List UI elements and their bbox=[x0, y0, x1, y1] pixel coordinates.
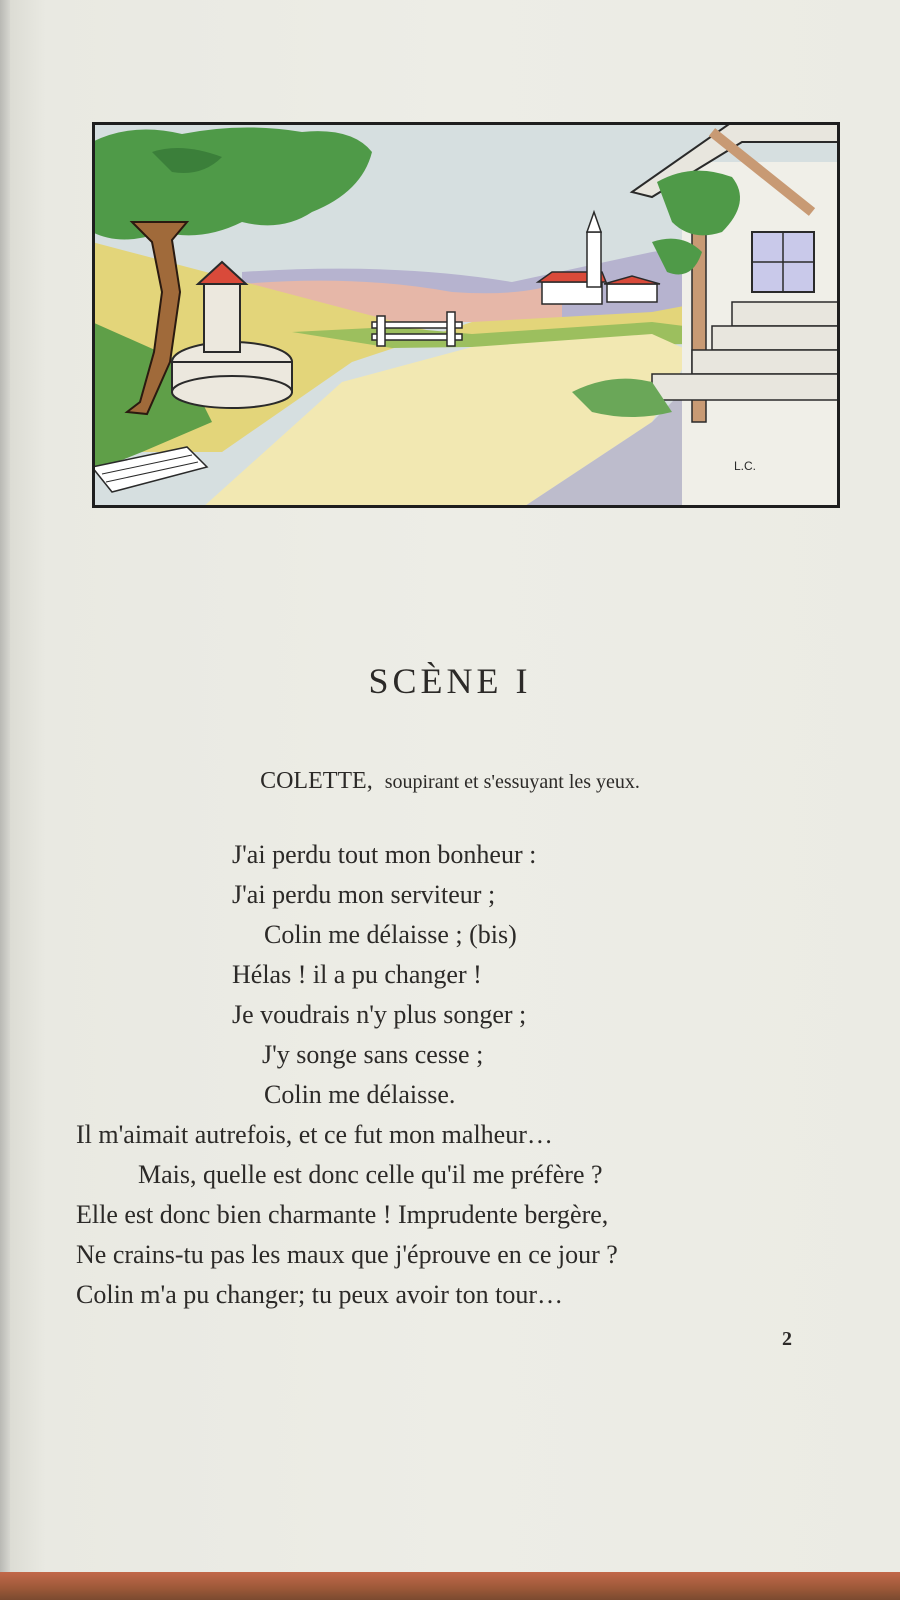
direction-text: soupirant et s'essuyant les yeux. bbox=[384, 771, 640, 793]
verse-line: Je voudrais n'y plus songer ; bbox=[232, 1000, 527, 1029]
verse-line: Colin me délaisse. bbox=[264, 1080, 456, 1109]
verse-line: Elle est donc bien charmante ! Imprudente bergère, bbox=[76, 1200, 609, 1229]
page-number: 2 bbox=[782, 1328, 792, 1350]
village-illustration bbox=[92, 122, 840, 508]
scene-title: SCÈNE I bbox=[368, 661, 532, 701]
verse-line: J'ai perdu tout mon bonheur : bbox=[232, 840, 537, 869]
book-edge bbox=[0, 0, 10, 1600]
verse-line: Colin m'a pu changer; tu peux avoir ton tour… bbox=[76, 1280, 564, 1309]
stage-direction bbox=[0, 768, 900, 795]
verse-line: Ne crains-tu pas les maux que j'éprouve en ce jour ? bbox=[76, 1240, 618, 1269]
verse-line: Hélas ! il a pu changer ! bbox=[232, 960, 482, 989]
verse-line: J'ai perdu mon serviteur ; bbox=[232, 880, 496, 909]
table-surface bbox=[0, 1572, 900, 1600]
verse-line: Il m'aimait autrefois, et ce fut mon malheur… bbox=[76, 1120, 553, 1149]
character-name: COLETTE, bbox=[260, 768, 373, 794]
verse-line: Colin me délaisse ; (bis) bbox=[264, 920, 517, 949]
verse-line: J'y songe sans cesse ; bbox=[262, 1040, 484, 1069]
illustration-signature: L.C. bbox=[734, 459, 757, 473]
verse-line: Mais, quelle est donc celle qu'il me préfère ? bbox=[138, 1160, 603, 1189]
